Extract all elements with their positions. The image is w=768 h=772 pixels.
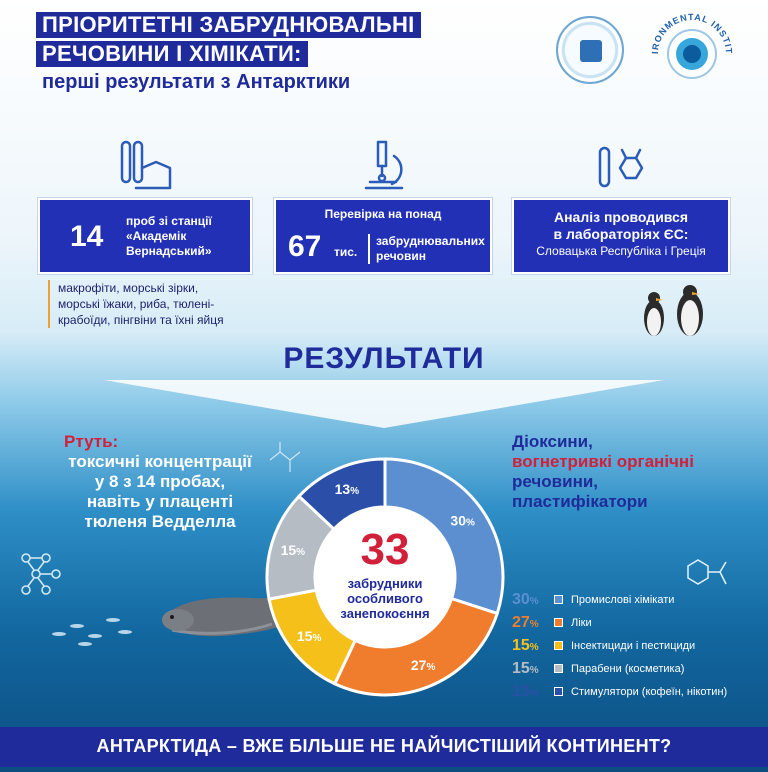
labs-line-1: Аналіз проводився <box>553 209 689 225</box>
title-line-2: РЕЧОВИНИ І ХІМІКАТИ: <box>36 41 308 67</box>
checks-number: 67 <box>288 230 322 263</box>
center-number: 33 <box>360 525 410 574</box>
chemistry-icon <box>592 140 648 196</box>
note-line-1: макрофіти, морські зірки, <box>58 281 199 295</box>
dioxins-line-3: пластифікатори <box>512 492 648 511</box>
samples-box <box>38 198 252 274</box>
donut-slice-label-4: 15% <box>280 542 306 559</box>
dioxins-line-1: вогнетривкі органічні <box>512 452 694 471</box>
samples-number: 14 <box>70 220 104 253</box>
labs-line-2: в лабораторіях ЄС: <box>553 226 689 242</box>
legend-swatch <box>554 618 563 627</box>
checks-unit: тис. <box>334 245 358 259</box>
center-line-1: забрудники <box>347 576 423 591</box>
legend-value: 15% <box>512 636 539 654</box>
labs-box <box>512 198 730 274</box>
legend-value: 30% <box>512 590 539 608</box>
center-line-3: занепокоєння <box>340 606 430 621</box>
samples-text: проб зі станції «Академік Вернадський» <box>126 214 212 258</box>
legend-label: Ліки <box>571 616 592 629</box>
legend-item <box>512 588 742 611</box>
note-line-3: крабоїди, пінгвіни та їхні яйця <box>58 313 224 327</box>
note-line-2: морські їжаки, риба, тюлені- <box>58 297 215 311</box>
dioxins-block <box>512 432 722 512</box>
center-line-2: особливого <box>347 591 423 606</box>
legend-label: Парабени (косметика) <box>571 662 685 675</box>
mercury-block <box>60 432 260 532</box>
results-arrow <box>104 380 664 428</box>
labs-line-3: Словацька Республіка і Греція <box>536 244 706 258</box>
molecule-icon <box>16 548 76 598</box>
mercury-line-4: тюленя Ведделла <box>84 512 236 531</box>
checks-box <box>274 198 492 274</box>
donut-slice-label-2: 27% <box>410 657 436 674</box>
donut-slice-label-1: 30% <box>450 512 475 529</box>
logo-environmental-institute <box>646 8 738 100</box>
legend-item <box>512 634 742 657</box>
dioxins-head: Діоксини, <box>512 432 593 451</box>
legend-swatch <box>554 595 563 604</box>
legend-label: Інсектициди і пестициди <box>571 639 696 652</box>
logo-right-text: IRONMENTAL INSTIT <box>649 11 735 55</box>
penguin-icon <box>636 284 716 340</box>
mercury-line-1: токсичні концентрації <box>68 452 252 471</box>
test-tubes-icon <box>112 138 182 196</box>
legend-value: 15% <box>512 659 539 677</box>
microscope-icon <box>356 136 412 194</box>
chart-legend <box>512 588 742 703</box>
fish-icon <box>48 614 138 654</box>
legend-item <box>512 680 742 703</box>
footer-bar: АНТАРКТИДА – ВЖЕ БІЛЬШЕ НЕ НАЙЧИСТІШИЙ КОНТИНЕНТ? <box>0 727 768 767</box>
samples-note <box>48 280 278 328</box>
legend-swatch <box>554 687 563 696</box>
mercury-line-2: у 8 з 14 пробах, <box>94 472 226 491</box>
legend-label: Промислові хімікати <box>571 593 675 606</box>
logo-antarctic-center <box>556 16 624 84</box>
legend-item <box>512 611 742 634</box>
title-line-1: ПРІОРИТЕТНІ ЗАБРУДНЮВАЛЬНІ <box>36 12 421 38</box>
mercury-head: Ртуть: <box>64 432 119 451</box>
mercury-line-3: навіть у плаценті <box>86 492 234 511</box>
legend-label: Стимулятори (кофеїн, нікотин) <box>571 685 728 698</box>
donut-slice-label-5: 13% <box>334 480 360 497</box>
legend-swatch <box>554 664 563 673</box>
donut-slice-label-3: 15% <box>296 627 322 644</box>
results-title: РЕЗУЛЬТАТИ <box>283 342 485 375</box>
title-block <box>36 12 421 94</box>
legend-value: 13% <box>512 682 539 700</box>
checks-text: забруднювальних речовин <box>376 234 485 263</box>
legend-swatch <box>554 641 563 650</box>
donut-chart <box>260 452 510 702</box>
legend-value: 27% <box>512 613 539 631</box>
checks-top: Перевірка на понад <box>324 207 442 221</box>
subtitle: перші результати з Антарктики <box>42 71 351 93</box>
legend-item <box>512 657 742 680</box>
dioxins-line-2: речовини, <box>512 472 599 491</box>
